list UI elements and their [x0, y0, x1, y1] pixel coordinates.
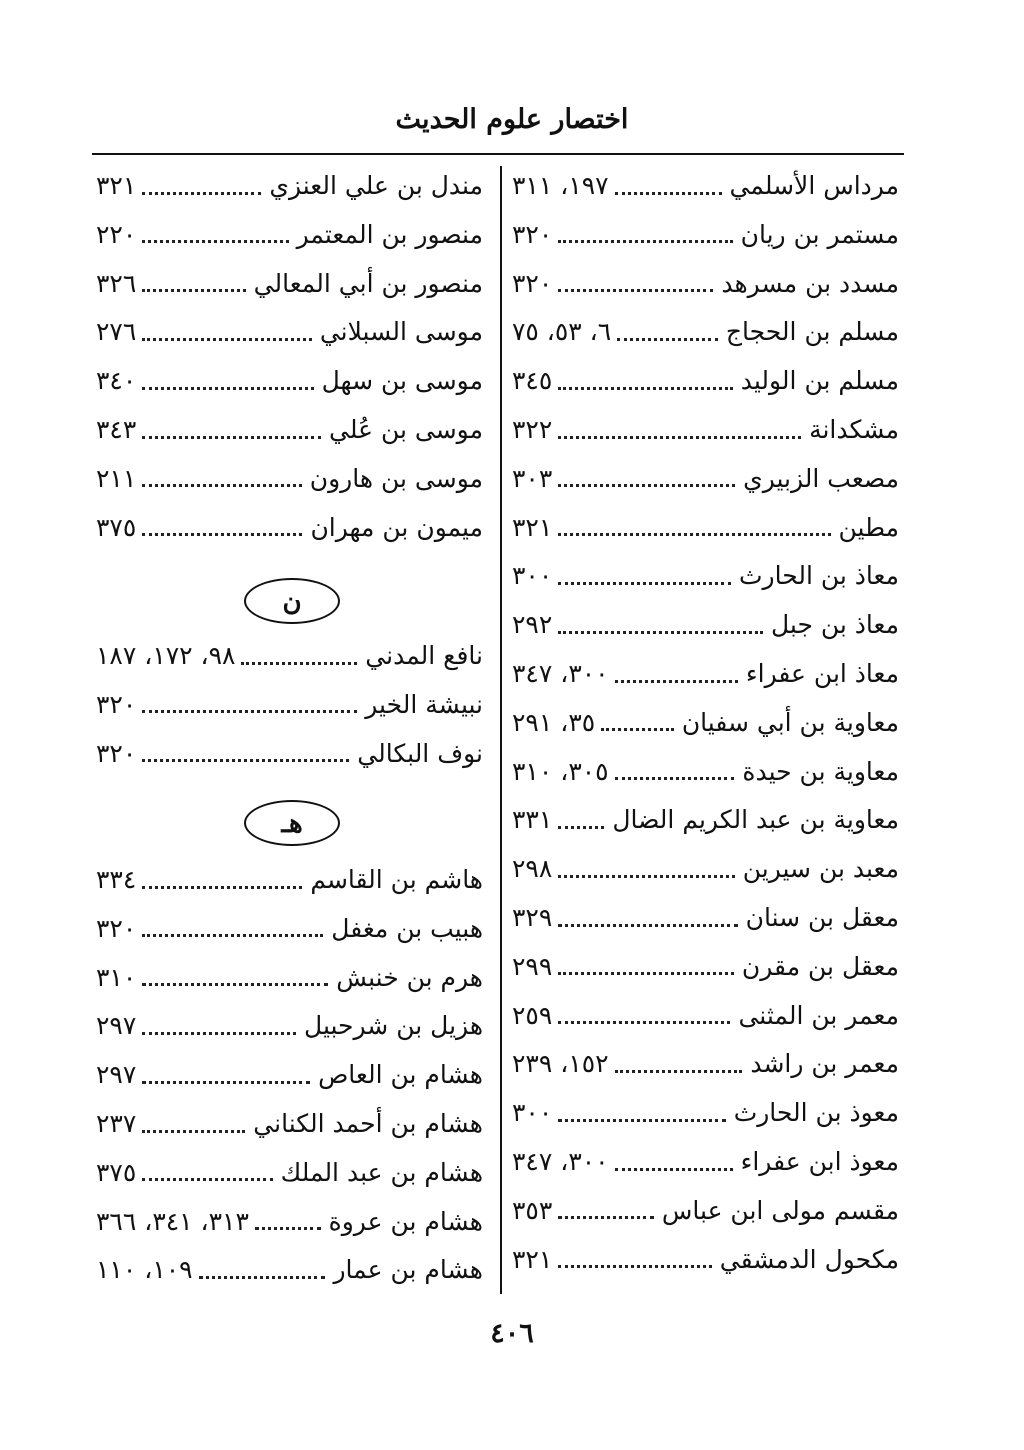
dot-leader	[615, 192, 722, 195]
entry-page-numbers: ٣٧٥	[96, 1157, 137, 1187]
entry-page-numbers: ٢٩٢	[512, 610, 553, 640]
dot-leader	[558, 387, 732, 390]
index-entry	[96, 264, 483, 304]
index-entry	[512, 996, 899, 1036]
entry-page-numbers: ٣٠٥، ٣١٠	[512, 756, 609, 786]
index-entry	[96, 636, 483, 676]
entry-name: مشكدانة	[809, 415, 899, 444]
dot-leader	[558, 631, 763, 634]
entry-page-numbers: ٣١٠	[96, 962, 137, 992]
dot-leader	[142, 192, 261, 195]
index-entry	[96, 1104, 483, 1144]
entry-page-numbers: ٣٢٠	[512, 268, 553, 298]
entry-name: معقل بن سنان	[745, 903, 899, 932]
index-entry	[512, 800, 899, 840]
entry-name: مكحول الدمشقي	[719, 1244, 899, 1274]
dot-leader	[558, 972, 734, 975]
header-rule	[92, 153, 904, 155]
entry-name: نافع المدني	[365, 641, 483, 670]
entry-name: معوذ ابن عفراء	[740, 1147, 899, 1176]
entry-page-numbers: ٣٢٠	[96, 689, 137, 719]
entry-name: نوف البكالي	[357, 738, 483, 768]
section-letter-nun: ن	[244, 578, 340, 624]
dot-leader	[142, 1178, 272, 1181]
entry-page-numbers: ٣٥٣	[512, 1195, 553, 1225]
dot-leader	[142, 934, 323, 937]
dot-leader	[241, 662, 357, 665]
entry-name: هشام بن عبد الملك	[280, 1157, 483, 1187]
index-entry	[96, 361, 483, 401]
entry-name: مسلم بن الحجاج	[725, 317, 899, 347]
entry-page-numbers: ٢٩٩	[512, 951, 553, 981]
entry-page-numbers: ٩٨، ١٧٢، ١٨٧	[96, 641, 236, 670]
entry-name: معاوية بن أبي سفيان	[681, 707, 899, 737]
entry-name: معوذ بن الحارث	[733, 1098, 899, 1128]
index-entry	[96, 166, 483, 206]
entry-page-numbers: ٢٩٧	[96, 1060, 137, 1090]
index-entry	[96, 909, 483, 949]
index-entry	[96, 312, 483, 352]
entry-page-numbers: ٦، ٥٣، ٧٥	[512, 317, 612, 347]
entry-page-numbers: ١٠٩، ١١٠	[96, 1255, 193, 1285]
index-entry	[512, 361, 899, 401]
entry-page-numbers: ٣٤٣	[96, 415, 137, 444]
dot-leader	[142, 886, 302, 889]
dot-leader	[558, 924, 737, 927]
entry-page-numbers: ٣٢٢	[512, 415, 553, 444]
dot-leader	[558, 826, 604, 829]
index-entry	[512, 654, 899, 694]
dot-leader	[142, 484, 301, 487]
entry-name: مرداس الأسلمي	[729, 171, 899, 200]
entry-name: موسى بن سهل	[321, 366, 483, 396]
entry-name: مسلم بن الوليد	[740, 366, 899, 396]
page-number: ٤٠٦	[490, 1318, 534, 1349]
index-entry	[512, 410, 899, 450]
index-entry	[512, 605, 899, 645]
index-entry	[512, 1191, 899, 1231]
entry-name: مستمر بن ريان	[740, 219, 899, 249]
entry-name: مقسم مولى ابن عباس	[661, 1195, 899, 1225]
dot-leader	[615, 1168, 733, 1171]
entry-page-numbers: ٢٥٩	[512, 1000, 553, 1030]
index-entry	[512, 947, 899, 987]
section-letter-ha: هـ	[244, 800, 340, 846]
index-entry	[96, 215, 483, 255]
entry-page-numbers: ٣٣٤	[96, 865, 137, 894]
index-entry	[512, 264, 899, 304]
index-entry	[512, 556, 899, 596]
dot-leader	[142, 1081, 310, 1084]
index-entry	[512, 1142, 899, 1182]
entry-page-numbers: ٣٢١	[96, 171, 137, 200]
dot-leader	[558, 1021, 730, 1024]
entry-page-numbers: ١٥٢، ٢٣٩	[512, 1049, 609, 1079]
entry-page-numbers: ٢١١	[96, 463, 137, 493]
entry-name: هشام بن أحمد الكناني	[253, 1109, 483, 1138]
dot-leader	[558, 1119, 725, 1122]
entry-name: منصور بن المعتمر	[296, 219, 483, 249]
entry-name: نبيشة الخير	[365, 689, 483, 719]
entry-name: معمر بن المثنى	[738, 1000, 899, 1030]
entry-page-numbers: ٣٢٩	[512, 903, 553, 932]
entry-name: منصور بن أبي المعالي	[253, 268, 483, 298]
dot-leader	[142, 710, 357, 713]
dot-leader	[142, 436, 321, 439]
entry-name: هشام بن عمار	[333, 1255, 483, 1285]
entry-name: معبد بن سيرين	[742, 854, 899, 884]
dot-leader	[142, 240, 288, 243]
entry-name: مندل بن علي العنزي	[269, 171, 483, 200]
entry-name: هرم بن خنبش	[336, 962, 483, 992]
index-entry	[96, 1006, 483, 1046]
dot-leader	[558, 582, 731, 585]
dot-leader	[199, 1276, 326, 1279]
entry-name: هزيل بن شرحبيل	[304, 1011, 483, 1041]
entry-page-numbers: ٣٢٦	[96, 268, 137, 298]
entry-page-numbers: ٢٩٧	[96, 1011, 137, 1041]
entry-page-numbers: ٣٠٠	[512, 1098, 553, 1128]
entry-page-numbers: ٣٠٠	[512, 561, 553, 591]
entry-page-numbers: ٣٤٥	[512, 366, 553, 396]
index-entry	[512, 1240, 899, 1280]
dot-leader	[255, 1227, 321, 1230]
entry-name: هاشم بن القاسم	[310, 865, 483, 894]
entry-page-numbers: ٣٤٠	[96, 366, 137, 396]
index-entry	[512, 849, 899, 889]
index-entry	[96, 685, 483, 725]
entry-name: مسدد بن مسرهد	[721, 268, 899, 298]
entry-name: هشام بن العاص	[318, 1060, 483, 1090]
dot-leader	[558, 875, 734, 878]
entry-name: مطين	[838, 512, 899, 542]
dot-leader	[617, 338, 718, 341]
index-entry	[96, 734, 483, 774]
entry-name: موسى بن هارون	[309, 463, 483, 493]
index-entry	[512, 166, 899, 206]
index-entry	[512, 703, 899, 743]
entry-page-numbers: ٣٠٠، ٣٤٧	[512, 1147, 609, 1176]
entry-name: مصعب الزبيري	[743, 463, 899, 493]
index-entry	[512, 1044, 899, 1084]
dot-leader	[142, 387, 313, 390]
dot-leader	[142, 289, 245, 292]
entry-page-numbers: ٣١٣، ٣٤١، ٣٦٦	[96, 1206, 249, 1236]
index-entry	[96, 1153, 483, 1193]
entry-name: معاوية بن عبد الكريم الضال	[612, 805, 899, 835]
column-divider	[500, 166, 502, 1294]
dot-leader	[558, 484, 735, 487]
index-entry	[96, 1250, 483, 1290]
entry-page-numbers: ٣٧٥	[96, 512, 137, 542]
index-entry	[96, 508, 483, 548]
dot-leader	[558, 240, 732, 243]
dot-leader	[558, 1265, 711, 1268]
dot-leader	[142, 983, 328, 986]
dot-leader	[558, 533, 830, 536]
entry-page-numbers: ٣٢١	[512, 512, 553, 542]
entry-name: هبيب بن مغفل	[331, 913, 483, 943]
entry-name: معاذ بن الحارث	[738, 561, 899, 591]
index-entry	[96, 459, 483, 499]
entry-name: معقل بن مقرن	[741, 951, 899, 981]
index-entry	[512, 752, 899, 792]
entry-page-numbers: ٢٩٨	[512, 854, 553, 884]
entry-page-numbers: ٣٢١	[512, 1244, 553, 1274]
entry-name: موسى السبلاني	[319, 317, 483, 347]
dot-leader	[558, 436, 801, 439]
entry-name: معاذ ابن عفراء	[745, 659, 899, 688]
dot-leader	[615, 777, 735, 780]
index-entry	[512, 1093, 899, 1133]
entry-page-numbers: ٣٢٠	[96, 738, 137, 768]
dot-leader	[142, 533, 302, 536]
entry-page-numbers: ٢٣٧	[96, 1109, 137, 1138]
entry-name: هشام بن عروة	[328, 1206, 483, 1236]
running-header-title: اختصار علوم الحديث	[395, 104, 629, 135]
entry-name: موسى بن عُلي	[328, 415, 483, 444]
entry-name: ميمون بن مهران	[310, 512, 483, 542]
index-entry	[96, 410, 483, 450]
dot-leader	[615, 1070, 743, 1073]
index-entry	[512, 898, 899, 938]
entry-page-numbers: ٣٥، ٢٩١	[512, 707, 596, 737]
entry-page-numbers: ٣٢٠	[512, 219, 553, 249]
entry-page-numbers: ٣٣١	[512, 805, 553, 835]
index-entry	[512, 215, 899, 255]
dot-leader	[142, 1130, 245, 1133]
entry-name: معاوية بن حيدة	[742, 756, 899, 786]
dot-leader	[558, 289, 713, 292]
entry-page-numbers: ٣٢٠	[96, 913, 137, 943]
entry-page-numbers: ٢٢٠	[96, 219, 137, 249]
index-entry	[96, 1202, 483, 1242]
entry-name: معمر بن راشد	[750, 1049, 899, 1079]
entry-page-numbers: ١٩٧، ٣١١	[512, 171, 609, 200]
index-entry	[96, 1055, 483, 1095]
dot-leader	[142, 1032, 296, 1035]
dot-leader	[558, 1216, 654, 1219]
index-entry	[512, 459, 899, 499]
dot-leader	[615, 680, 738, 683]
entry-page-numbers: ٢٧٦	[96, 317, 137, 347]
index-entry	[512, 508, 899, 548]
index-entry	[96, 860, 483, 900]
dot-leader	[142, 338, 312, 341]
index-entry	[512, 312, 899, 352]
entry-name: معاذ بن جبل	[770, 610, 899, 640]
entry-page-numbers: ٣٠٣	[512, 463, 553, 493]
index-entry	[96, 958, 483, 998]
dot-leader	[601, 728, 674, 731]
dot-leader	[142, 759, 349, 762]
entry-page-numbers: ٣٠٠، ٣٤٧	[512, 659, 609, 688]
